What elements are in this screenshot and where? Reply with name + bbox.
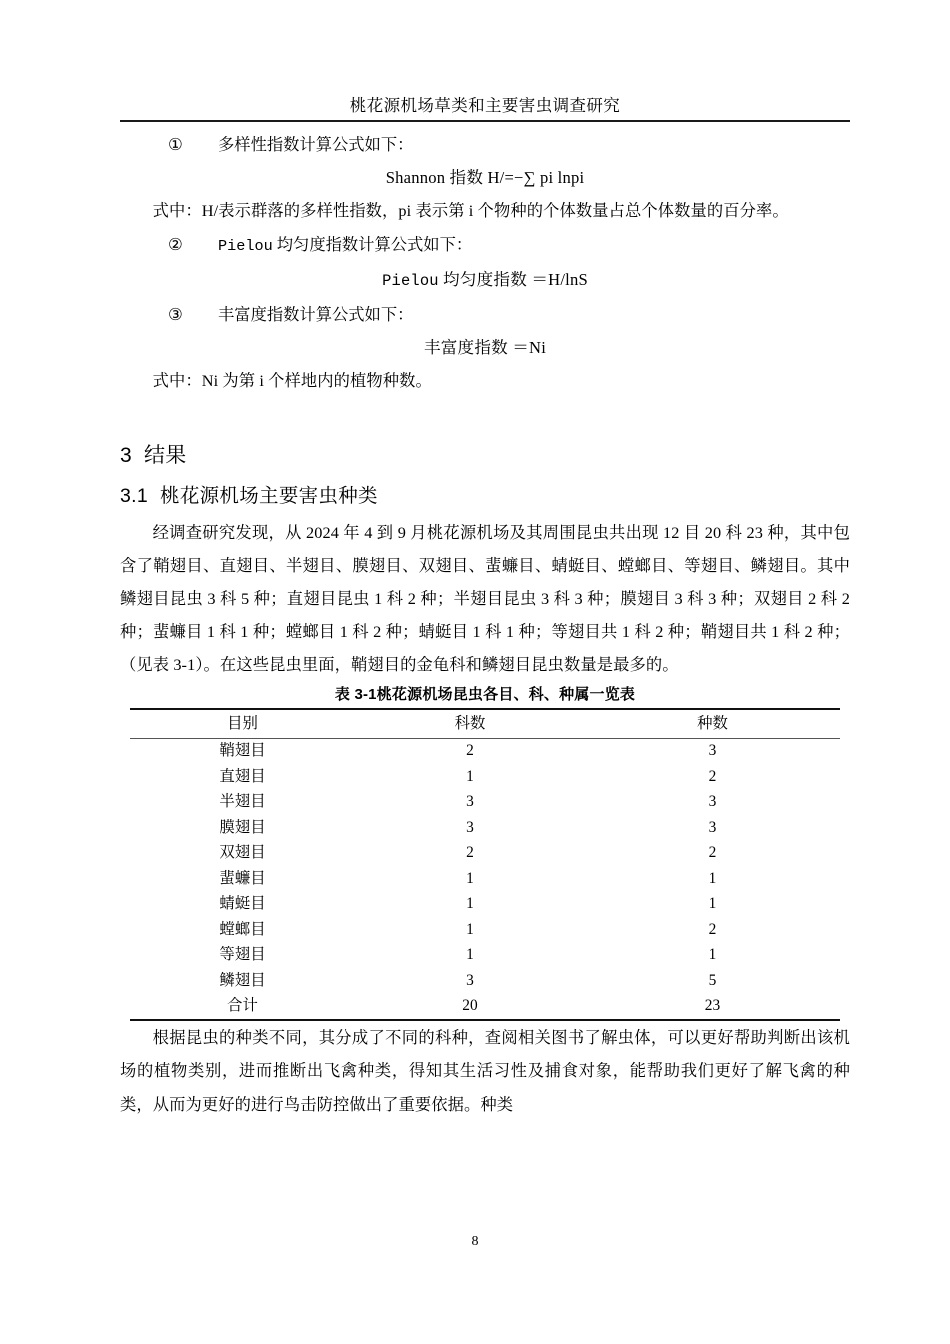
running-header <box>120 96 850 122</box>
cell-species: 1 <box>708 895 717 913</box>
list-text-3: 丰富度指数计算公式如下： <box>218 305 414 325</box>
column-header-order: 目别 <box>227 714 258 732</box>
cell-order: 鞘翅目 <box>219 742 266 760</box>
cell-species: 5 <box>708 971 717 989</box>
cell-order: 蜚蠊目 <box>219 869 266 887</box>
page-footer <box>0 1234 950 1250</box>
table-head <box>130 709 840 739</box>
cell-order: 蜻蜓目 <box>219 895 266 913</box>
cell-species: 3 <box>708 818 717 836</box>
section-title-3: 结果 <box>143 443 187 467</box>
cell-order: 鳞翅目 <box>219 971 266 989</box>
section-title-3-1: 桃花源机场主要害虫种类 <box>160 484 378 507</box>
cell-families: 3 <box>466 818 474 836</box>
list-item-diversity <box>168 128 850 161</box>
table-caption: 表 3-1桃花源机场昆虫各目、科、种属一览表 <box>334 685 636 703</box>
header-rule <box>120 120 850 122</box>
formula-pielou <box>120 263 850 298</box>
cell-order: 膜翅目 <box>219 818 266 836</box>
list-text-2-rest: 均匀度指数计算公式如下： <box>272 234 473 254</box>
note-richness: 式中：Ni 为第 i 个样地内的植物种数。 <box>152 371 432 391</box>
table-row <box>130 815 840 841</box>
cell-families: 3 <box>466 971 474 989</box>
table-row <box>130 943 840 969</box>
section-heading-3-1 <box>120 476 850 516</box>
table-row <box>130 790 840 816</box>
table-row <box>130 892 840 918</box>
table-3-1-block <box>130 682 840 1022</box>
insect-order-table <box>130 708 840 1022</box>
list-marker-1: ① <box>168 135 183 154</box>
column-header-species: 种数 <box>697 714 728 732</box>
cell-species: 3 <box>708 793 717 811</box>
cell-species: 3 <box>708 742 717 760</box>
table-row <box>130 917 840 943</box>
cell-families: 1 <box>466 869 474 887</box>
cell-families: 2 <box>466 742 474 760</box>
cell-families: 3 <box>466 793 474 811</box>
note-shannon: 式中：H/表示群落的多样性指数，pi 表示第 i 个物种的个体数量占总个体数量的百分率。 <box>152 201 789 221</box>
table-row <box>130 968 840 994</box>
section-heading-3 <box>120 436 850 476</box>
cell-order: 半翅目 <box>219 793 266 811</box>
formula-shannon: Shannon 指数 H/=−∑ pi lnpi <box>385 168 585 188</box>
page-content <box>120 128 850 1121</box>
cell-order: 直翅目 <box>219 767 266 785</box>
cell-species: 2 <box>708 920 717 938</box>
formula-richness: 丰富度指数 ＝Ni <box>423 338 547 358</box>
formula-pielou-mono: Pielou <box>382 271 439 290</box>
cell-order: 螳螂目 <box>219 920 266 938</box>
formula-pielou-rest: 均匀度指数 ＝H/lnS <box>438 269 588 289</box>
table-header-row <box>130 709 840 739</box>
cell-order: 合计 <box>227 997 258 1015</box>
cell-families: 1 <box>466 946 474 964</box>
cell-families: 1 <box>466 920 474 938</box>
cell-species: 2 <box>708 767 717 785</box>
table-row <box>130 866 840 892</box>
list-item-richness <box>168 298 850 331</box>
cell-families: 1 <box>466 895 474 913</box>
paragraph-conclusion: 根据昆虫的种类不同，其分成了不同的科种，查阅相关图书了解虫体，可以更好帮助判断出该机场的植物类别，进而推断出飞禽种类，得知其生活习性及捕食对象，能帮助我们更好了解飞禽的种类，从而为更好的进行鸟击防控做出了重要依据。种类 <box>120 1028 850 1114</box>
list-marker-2: ② <box>168 234 183 254</box>
cell-species: 2 <box>708 844 717 862</box>
list-item-pielou <box>168 228 850 263</box>
vertical-spacer <box>120 398 850 436</box>
section-number-3: 3 <box>120 443 132 467</box>
running-header-title: 桃花源机场草类和主要害虫调查研究 <box>349 96 621 115</box>
table-row <box>130 841 840 867</box>
cell-species: 1 <box>708 869 717 887</box>
cell-families: 1 <box>466 767 474 785</box>
cell-species: 23 <box>704 997 721 1015</box>
paragraph-insect-species: 经调查研究发现，从 2024 年 4 到 9 月桃花源机场及其周围昆虫共出现 12 目 20 科 23 种，其中包含了鞘翅目、直翅目、半翅目、膜翅目、双翅目、蜚蠊目、蜻蜓目、螳螂目、等翅目、鳞翅目。其中鳞翅目昆虫 3 科 5 种；直翅目昆虫 1 科 2 种；半翅目昆虫 3 科 3 种；膜翅目 3 科 3 种；双翅目 2 科 2 种；蜚蠊目 1 科 1 种；螳螂目 1 科 2 种；蜻蜓目 1 科 1 种；等翅目共 1 科 2 种；鞘翅目共 1 科 2 种；（见表 3-1）。在这些昆虫里面，鞘翅目的金龟科和鳞翅目昆虫数量是最多的。 <box>120 522 850 675</box>
section-number-3-1: 3.1 <box>120 484 149 507</box>
cell-order: 双翅目 <box>219 844 266 862</box>
cell-families: 20 <box>462 997 478 1015</box>
table-row <box>130 764 840 790</box>
column-header-families: 科数 <box>454 714 486 732</box>
cell-order: 等翅目 <box>219 946 266 964</box>
table-body <box>130 738 840 1020</box>
table-row-total <box>130 994 840 1021</box>
list-marker-3: ③ <box>168 305 183 325</box>
page-number: 8 <box>471 1234 479 1249</box>
list-text-1: 多样性指数计算公式如下： <box>218 135 414 154</box>
cell-families: 2 <box>466 844 474 862</box>
list-text-2-mono: Pielou <box>218 236 273 255</box>
cell-species: 1 <box>708 946 717 964</box>
table-row <box>130 738 840 764</box>
